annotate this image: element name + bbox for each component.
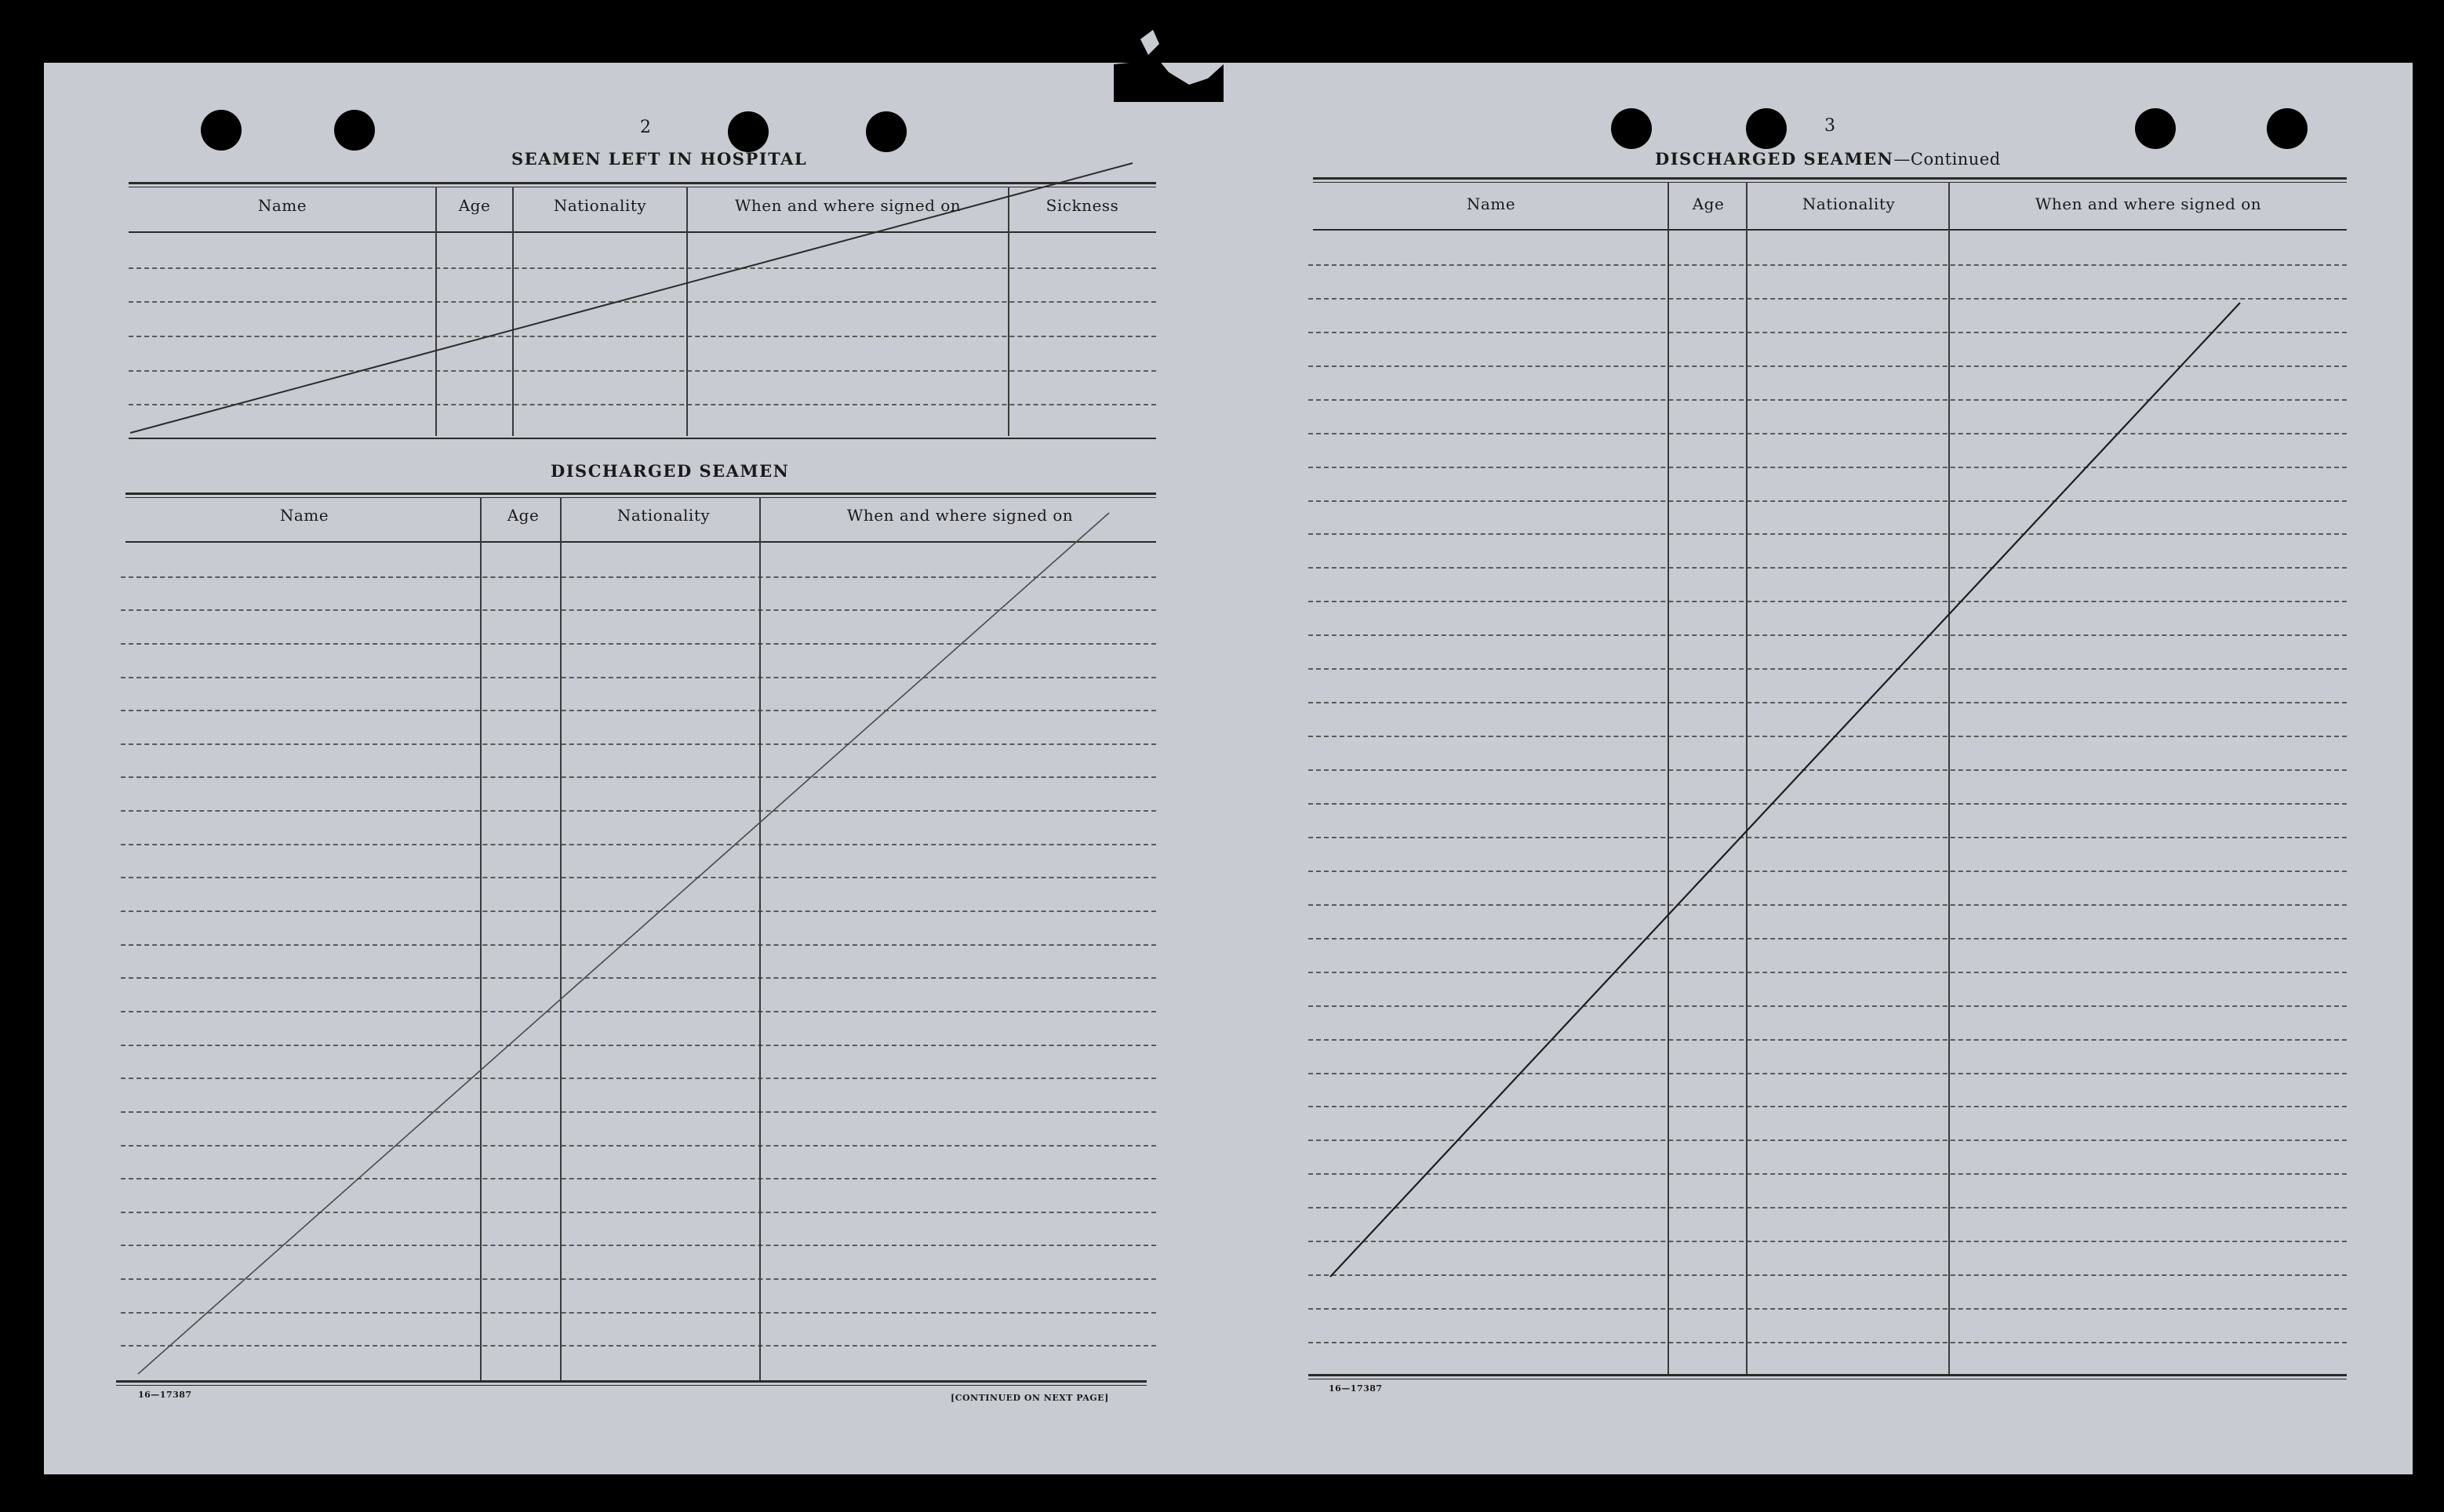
continued-note: [CONTINUED ON NEXT PAGE] [951, 1393, 1109, 1403]
form-number-left: 16—17387 [138, 1390, 192, 1400]
right-col-name: Name [1466, 194, 1516, 213]
form-number-right: 16—17387 [1329, 1383, 1383, 1394]
hospital-section-title: SEAMEN LEFT IN HOSPITAL [511, 149, 808, 169]
cancel-stroke-left-discharged [138, 513, 1109, 1374]
discharged-col-signed-on: When and where signed on [846, 506, 1074, 525]
cancel-stroke-right-discharged [1330, 303, 2240, 1277]
right-col-age: Age [1692, 194, 1725, 213]
right-section-title-suffix: —Continued [1893, 150, 2001, 169]
hospital-col-sickness: Sickness [1046, 196, 1119, 215]
discharged-col-age: Age [507, 506, 540, 525]
hospital-col-nationality: Nationality [553, 196, 647, 215]
discharged-section-title: DISCHARGED SEAMEN [551, 461, 790, 481]
right-col-signed-on: When and where signed on [2035, 194, 2262, 213]
right-section-title-main: DISCHARGED SEAMEN [1655, 149, 1894, 169]
hospital-col-name: Name [257, 196, 307, 215]
hospital-col-age: Age [458, 196, 491, 215]
cancel-stroke-hospital [130, 163, 1133, 433]
discharged-col-nationality: Nationality [616, 506, 711, 525]
hospital-col-signed-on: When and where signed on [734, 196, 962, 215]
discharged-col-name: Name [279, 506, 329, 525]
page-number-left: 2 [640, 118, 652, 137]
page-number-right: 3 [1824, 116, 1836, 136]
right-col-nationality: Nationality [1802, 194, 1896, 213]
